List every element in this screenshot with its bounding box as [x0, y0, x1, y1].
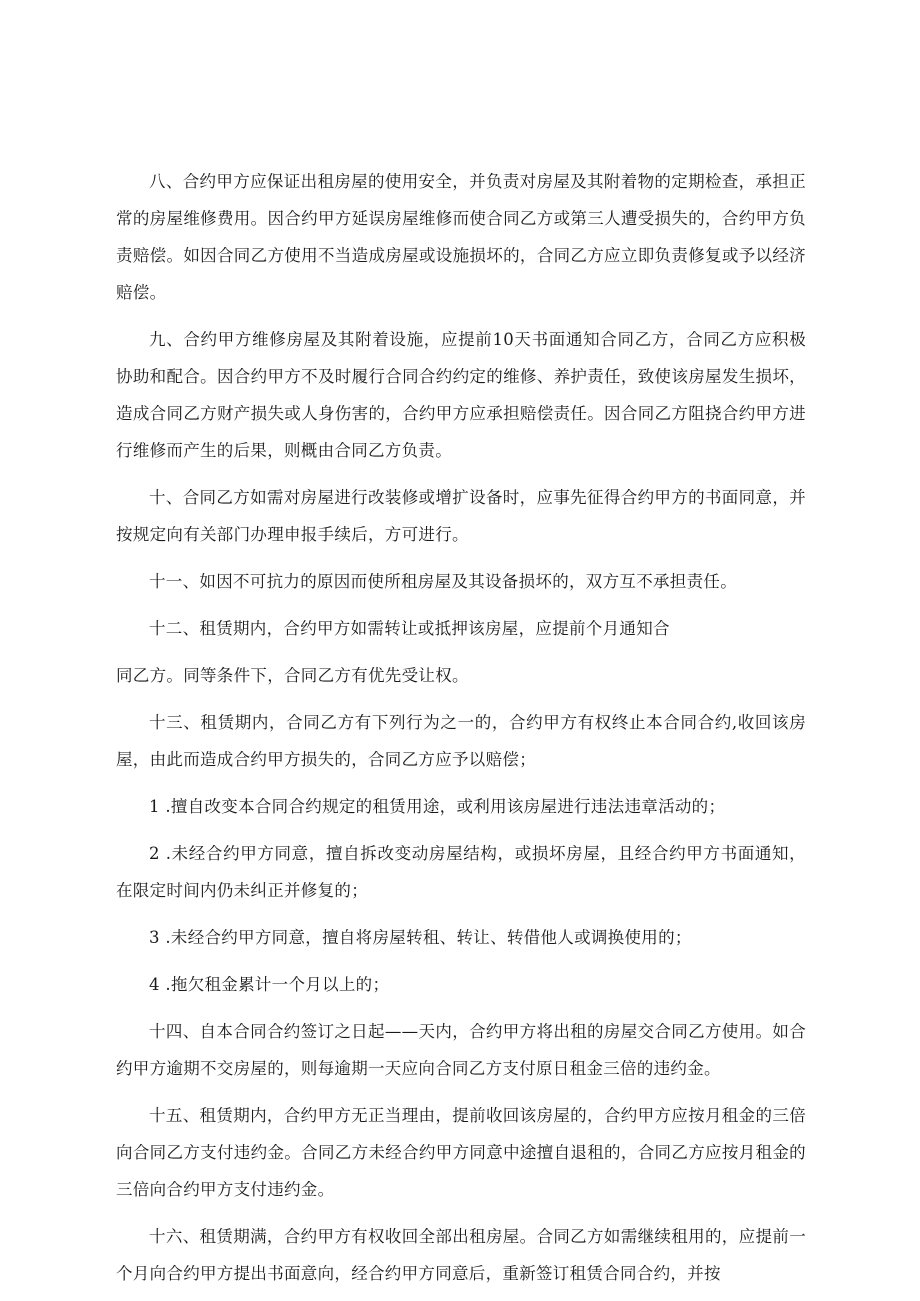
clause-13-item-4: 4 .拖欠租金累计一个月以上的； — [149, 975, 390, 994]
paragraph-gap — [116, 1003, 806, 1013]
paragraph-gap — [116, 956, 806, 966]
clause-10: 十、合同乙方如需对房屋进行改装修或增扩设备时，应事先征得合约甲方的书面同意，并按规定向有关部门办理申报手续后，方可进行。 — [116, 488, 806, 544]
paragraph-gap — [116, 778, 806, 788]
paragraph-gap — [116, 469, 806, 479]
clause-12-line-1: 十二、租赁期内，合约甲方如需转让或抵押该房屋，应提前个月通知合 — [149, 619, 670, 638]
clause-12-line-2: 同乙方。同等条件下，合同乙方有优先受让权。 — [116, 666, 469, 685]
clause-13-item-1: 1 .擅自改变本合同合约规定的租赁用途，或利用该房屋进行违法违章活动的； — [149, 797, 726, 816]
clause-15: 十五、租赁期内，合约甲方无正当理由，提前收回该房屋的，合约甲方应按月租金的三倍向合同乙方支付违约金。合同乙方未经合约甲方同意中途擅自退租的，合同乙方应按月租金的三倍向合约甲方支付违约金。 — [116, 1106, 806, 1199]
paragraph-gap — [116, 647, 806, 657]
paragraph-gap — [116, 600, 806, 610]
paragraph-gap — [116, 311, 806, 321]
clause-11: 十一、如因不可抗力的原因而使所租房屋及其设备损坏的，双方互不承担责任。 — [149, 572, 737, 591]
clause-13-item-2: 2 .未经合约甲方同意，擅自拆改变动房屋结构，或损坏房屋，且经合约甲方书面通知，在限定时间内仍未纠正并修复的； — [116, 844, 806, 900]
paragraph-gap — [116, 909, 806, 919]
clause-13: 十三、租赁期内，合同乙方有下列行为之一的，合约甲方有权终止本合同合约,收回该房屋，由此而造成合约甲方损失的，合同乙方应予以赔偿； — [116, 713, 806, 769]
paragraph-gap — [116, 1087, 806, 1097]
paragraph-gap — [116, 1208, 806, 1218]
paragraph-gap — [116, 694, 806, 704]
clause-9: 九、合约甲方维修房屋及其附着设施，应提前10天书面通知合同乙方，合同乙方应积极协助和配合。因合约甲方不及时履行合同合约约定的维修、养护责任，致使该房屋发生损坏，造成合同乙方财产损失或人身伤害的，合约甲方应承担赔偿责任。因合同乙方阻挠合约甲方进行维修而产生的后果，则概由合同乙方负责。 — [116, 330, 806, 460]
clause-8: 八、合约甲方应保证出租房屋的使用安全，并负责对房屋及其附着物的定期检查，承担正常的房屋维修费用。因合约甲方延误房屋维修而使合同乙方或第三人遭受损失的，合约甲方负责赔偿。如因合同乙方使用不当造成房屋或设施损坏的，合同乙方应立即负责修复或予以经济赔偿。 — [116, 172, 806, 302]
contract-body — [116, 163, 806, 1292]
clause-16: 十六、租赁期满，合约甲方有权收回全部出租房屋。合同乙方如需继续租用的，应提前一个月向合约甲方提出书面意向，经合约甲方同意后，重新签订租赁合同合约，并按 — [116, 1227, 806, 1283]
clause-14: 十四、自本合同合约签订之日起——天内，合约甲方将出租的房屋交合同乙方使用。如合约甲方逾期不交房屋的，则每逾期一天应向合同乙方支付原日租金三倍的违约金。 — [116, 1022, 806, 1078]
paragraph-gap — [116, 825, 806, 835]
paragraph-gap — [116, 553, 806, 563]
clause-13-item-3: 3 .未经合约甲方同意，擅自将房屋转租、转让、转借他人或调换使用的； — [149, 928, 692, 947]
